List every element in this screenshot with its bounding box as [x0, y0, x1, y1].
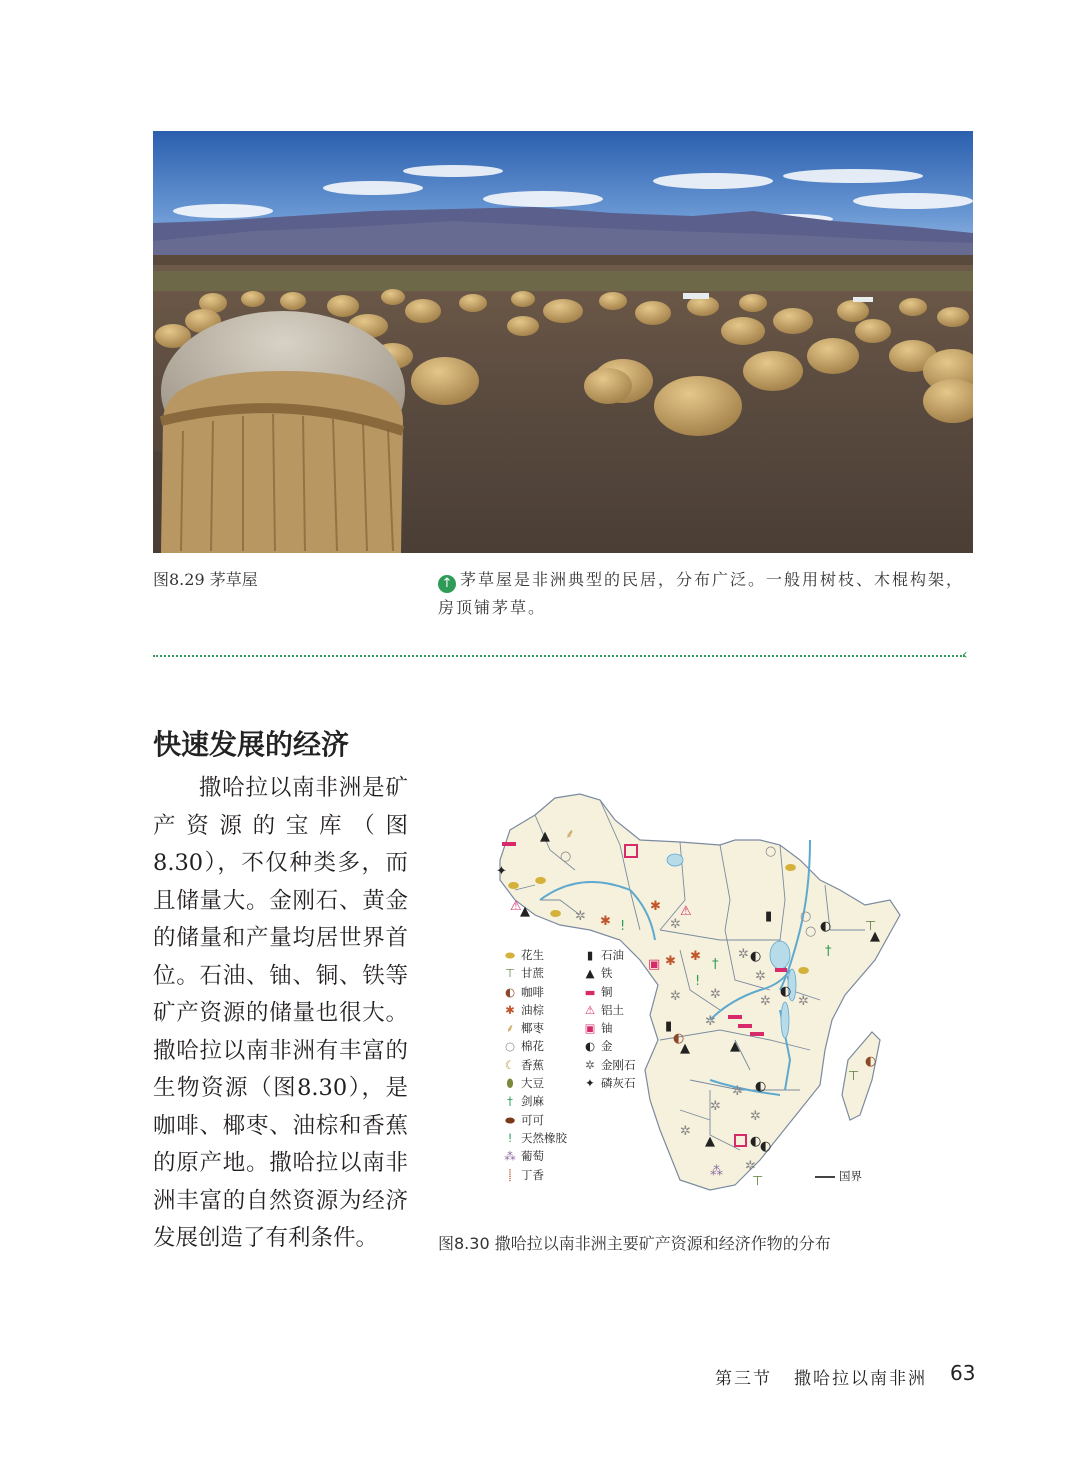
svg-text:▲: ▲ — [520, 904, 530, 919]
mineral-icon: ◐ — [584, 1039, 596, 1054]
svg-text:▲: ▲ — [680, 1041, 690, 1056]
svg-text:◐: ◐ — [780, 984, 792, 999]
crop-icon: ! — [507, 1130, 513, 1145]
svg-text:⁂: ⁂ — [710, 1164, 723, 1179]
thatched-huts-photo — [153, 131, 973, 553]
figure-829-note-text: 茅草屋是非洲典型的民居，分布广泛。一般用树枝、木棍构架，房顶铺茅草。 — [438, 570, 965, 617]
svg-text:◐: ◐ — [673, 1031, 685, 1046]
mineral-icon: ✦ — [585, 1076, 595, 1091]
footer-chapter: 撒哈拉以南非洲 — [794, 1369, 927, 1389]
legend-item: ! 天然橡胶 — [502, 1129, 567, 1147]
dotted-divider — [153, 655, 965, 657]
mineral-icon: ▬ — [584, 984, 596, 999]
page-footer — [715, 1364, 927, 1389]
svg-text:⊤: ⊤ — [865, 919, 877, 934]
legend-item: ▲ 铁 — [582, 964, 636, 982]
svg-text:◐: ◐ — [750, 949, 762, 964]
page-number: 63 — [950, 1361, 976, 1385]
legend-item: ⸽ 丁香 — [502, 1166, 567, 1184]
svg-text:✲: ✲ — [710, 987, 721, 1002]
crop-icon: ⸙ — [505, 1021, 515, 1036]
crop-icon: † — [507, 1094, 513, 1109]
svg-text:⚠: ⚠ — [510, 899, 522, 914]
svg-text:!: ! — [620, 919, 626, 934]
legend-item: ⬬ 花生 — [502, 946, 567, 964]
crop-icon: ⊤ — [504, 966, 516, 981]
svg-text:⸙: ⸙ — [565, 827, 575, 842]
legend-item: ☾ 香蕉 — [502, 1056, 567, 1074]
svg-text:⚠: ⚠ — [680, 904, 692, 919]
legend-item: ◐ 金 — [582, 1037, 636, 1055]
legend-item: ⸙ 椰枣 — [502, 1019, 567, 1037]
divider-arrow-icon: ‹ — [962, 647, 968, 663]
legend-item: ▮ 石油 — [582, 946, 636, 964]
svg-text:⬬: ⬬ — [785, 861, 797, 876]
boundary-line-icon — [815, 1176, 835, 1178]
legend-item: ⊤ 甘蔗 — [502, 964, 567, 982]
svg-text:▲: ▲ — [705, 1134, 715, 1149]
svg-text:✦: ✦ — [496, 864, 507, 879]
legend-item: ⁂ 葡萄 — [502, 1147, 567, 1165]
legend-item: ⚠ 铝土 — [582, 1001, 636, 1019]
legend-item: ⬮ 大豆 — [502, 1074, 567, 1092]
svg-text:⬬: ⬬ — [550, 907, 562, 922]
svg-text:✲: ✲ — [738, 947, 749, 962]
footer-section: 第三节 — [715, 1369, 772, 1389]
mineral-icon: ▮ — [586, 948, 594, 962]
svg-text:✲: ✲ — [798, 994, 809, 1009]
svg-text:◐: ◐ — [820, 919, 832, 934]
svg-text:▣: ▣ — [648, 957, 661, 972]
svg-text:▲: ▲ — [870, 929, 880, 944]
svg-text:✱: ✱ — [665, 954, 676, 969]
svg-text:⊤: ⊤ — [752, 1174, 764, 1189]
legend-crops — [502, 946, 567, 1184]
svg-text:○: ○ — [765, 844, 777, 859]
crop-icon: ○ — [504, 1039, 516, 1054]
svg-text:✲: ✲ — [680, 1124, 691, 1139]
legend-item: † 剑麻 — [502, 1092, 567, 1110]
crop-icon: ◐ — [504, 984, 516, 999]
svg-text:✲: ✲ — [745, 1159, 756, 1174]
svg-text:○: ○ — [805, 924, 817, 939]
legend-item: ✲ 金刚石 — [582, 1056, 636, 1074]
svg-text:✲: ✲ — [732, 1084, 743, 1099]
legend-minerals — [582, 946, 636, 1092]
svg-text:⬬: ⬬ — [508, 879, 520, 894]
svg-text:○: ○ — [560, 849, 572, 864]
section-paragraph-text: 撒哈拉以南非洲是矿产资源的宝库（图8.30），不仅种类多，而且储量大。金刚石、黄金的储量和产量均居世界首位。石油、铀、铜、铁等矿产资源的储量也很大。撒哈拉以南非洲有丰富的生物资源（图8.30），是咖啡、椰枣、油棕和香蕉的原产地。撒哈拉以南非洲丰富的自然资源为经济发展创造了有利条件。 — [153, 775, 408, 1251]
boundary-label: 国界 — [839, 1169, 862, 1183]
svg-text:✲: ✲ — [760, 994, 771, 1009]
legend-item: ✱ 油棕 — [502, 1001, 567, 1019]
svg-text:✲: ✲ — [755, 969, 766, 984]
crop-icon: ☾ — [504, 1057, 516, 1072]
svg-text:○: ○ — [800, 909, 812, 924]
svg-text:✲: ✲ — [750, 1109, 761, 1124]
svg-text:⬬: ⬬ — [535, 874, 547, 889]
svg-text:⊤: ⊤ — [848, 1069, 860, 1084]
svg-text:⬬: ⬬ — [798, 964, 810, 979]
mineral-icon: ✲ — [585, 1057, 595, 1072]
svg-text:✲: ✲ — [670, 917, 681, 932]
svg-text:✱: ✱ — [650, 899, 661, 914]
svg-text:◐: ◐ — [865, 1054, 877, 1069]
svg-text:▲: ▲ — [730, 1039, 740, 1054]
legend-item: ▬ 铜 — [582, 983, 636, 1001]
crop-icon: ✱ — [505, 1002, 515, 1017]
svg-text:†: † — [712, 957, 719, 972]
legend-item: ○ 棉花 — [502, 1037, 567, 1055]
svg-text:✲: ✲ — [670, 989, 681, 1004]
figure-829-note — [438, 566, 973, 622]
mineral-icon: ▲ — [585, 966, 595, 981]
svg-text:✲: ✲ — [710, 1099, 721, 1114]
legend-item: ▣ 铀 — [582, 1019, 636, 1037]
legend-item: ⬬ 可可 — [502, 1111, 567, 1129]
svg-text:◐: ◐ — [750, 1134, 762, 1149]
svg-text:▮: ▮ — [765, 909, 773, 924]
mineral-icon: ▣ — [584, 1021, 596, 1036]
figure-830-caption: 图8.30 撒哈拉以南非洲主要矿产资源和经济作物的分布 — [438, 1234, 831, 1253]
crop-icon: ⬬ — [505, 1112, 515, 1127]
legend-item: ◐ 咖啡 — [502, 983, 567, 1001]
svg-text:▲: ▲ — [540, 829, 550, 844]
svg-text:✲: ✲ — [575, 909, 586, 924]
arrow-up-circle-icon: ↑ — [438, 575, 456, 593]
legend-item: ✦ 磷灰石 — [582, 1074, 636, 1092]
svg-text:✱: ✱ — [600, 914, 611, 929]
svg-text:!: ! — [695, 974, 701, 989]
svg-text:◐: ◐ — [755, 1079, 767, 1094]
crop-icon: ⁂ — [504, 1149, 516, 1164]
svg-text:✲: ✲ — [705, 1014, 716, 1029]
svg-text:†: † — [825, 944, 832, 959]
section-paragraph — [153, 770, 408, 1258]
section-title: 快速发展的经济 — [153, 728, 350, 761]
crop-icon: ⸽ — [508, 1167, 512, 1182]
mineral-icon: ⚠ — [584, 1002, 596, 1017]
boundary-legend — [815, 1168, 862, 1184]
crop-icon: ⬬ — [505, 948, 515, 962]
svg-text:◐: ◐ — [760, 1139, 772, 1154]
crop-icon: ⬮ — [506, 1076, 514, 1091]
figure-829-label: 图8.29 茅草屋 — [153, 570, 258, 589]
svg-text:✱: ✱ — [690, 949, 701, 964]
svg-text:▮: ▮ — [665, 1019, 673, 1034]
